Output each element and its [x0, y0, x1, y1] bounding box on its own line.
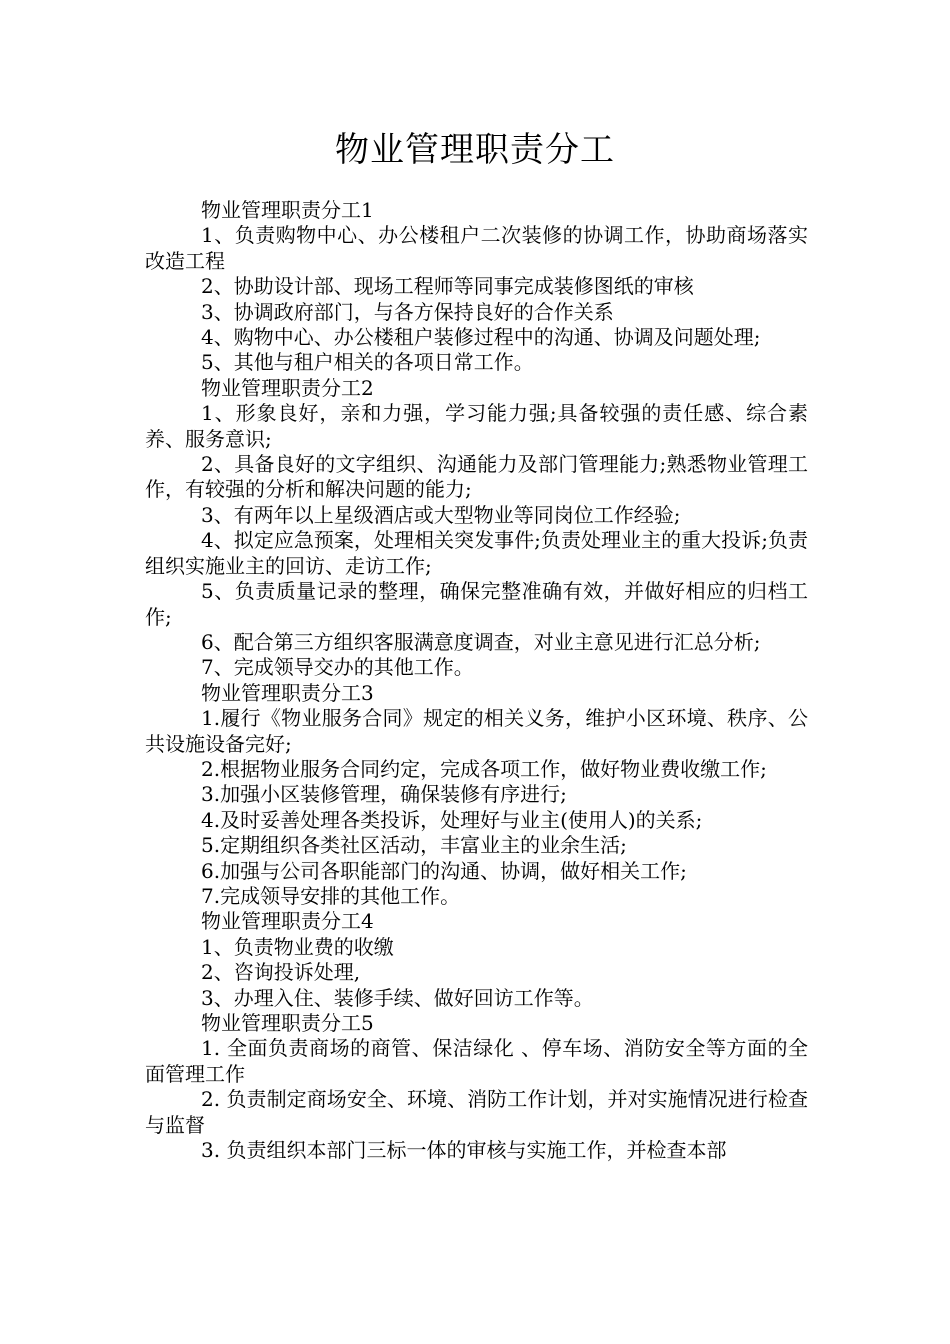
- paragraph: 4、拟定应急预案，处理相关突发事件;负责处理业主的重大投诉;负责组织实施业主的回访、走访工作;: [145, 528, 808, 578]
- paragraph: 3、协调政府部门，与各方保持良好的合作关系: [201, 299, 614, 324]
- paragraph: 7、完成领导交办的其他工作。: [201, 655, 474, 680]
- document-body: [145, 198, 808, 1163]
- paragraph: 2、协助设计部、现场工程师等同事完成装修图纸的审核: [201, 274, 694, 299]
- paragraph: 1. 全面负责商场的商管、保洁绿化 、停车场、消防安全等方面的全面管理工作: [145, 1036, 808, 1086]
- paragraph: 5、其他与租户相关的各项日常工作。: [201, 350, 534, 375]
- paragraph: 5.定期组织各类社区活动，丰富业主的业余生活;: [201, 833, 627, 858]
- paragraph: 4.及时妥善处理各类投诉，处理好与业主(使用人)的关系;: [201, 807, 703, 832]
- paragraph: 6、配合第三方组织客服满意度调查，对业主意见进行汇总分析;: [201, 629, 761, 654]
- paragraph: 4、购物中心、办公楼租户装修过程中的沟通、协调及问题处理;: [201, 325, 761, 350]
- paragraph: 3. 负责组织本部门三标一体的审核与实施工作，并检查本部: [201, 1138, 727, 1163]
- section-heading: 物业管理职责分工5: [201, 1011, 374, 1035]
- paragraph: 2、具备良好的文字组织、沟通能力及部门管理能力;熟悉物业管理工作，有较强的分析和解决问题的能力;: [145, 452, 808, 502]
- paragraph: 3、办理入住、装修手续、做好回访工作等。: [201, 985, 594, 1010]
- paragraph: 6.加强与公司各职能部门的沟通、协调，做好相关工作;: [201, 858, 687, 883]
- paragraph: 5、负责质量记录的整理，确保完整准确有效，并做好相应的归档工作;: [145, 579, 808, 629]
- section-heading: 物业管理职责分工1: [201, 198, 374, 222]
- paragraph: 2.根据物业服务合同约定，完成各项工作，做好物业费收缴工作;: [201, 756, 767, 781]
- paragraph: 1、负责购物中心、办公楼租户二次装修的协调工作，协助商场落实改造工程: [145, 223, 808, 273]
- paragraph: 7.完成领导安排的其他工作。: [201, 883, 461, 908]
- paragraph: 1.履行《物业服务合同》规定的相关义务，维护小区环境、秩序、公共设施设备完好;: [145, 706, 808, 756]
- paragraph: 1、负责物业费的收缴: [201, 934, 394, 959]
- section-heading: 物业管理职责分工4: [201, 909, 374, 934]
- paragraph: 1、形象良好，亲和力强，学习能力强;具备较强的责任感、综合素养、服务意识;: [145, 401, 808, 451]
- paragraph: 2、咨询投诉处理,: [201, 960, 361, 985]
- paragraph: 2. 负责制定商场安全、环境、消防工作计划，并对实施情况进行检查与监督: [145, 1087, 808, 1137]
- section-heading: 物业管理职责分工3: [201, 680, 374, 705]
- paragraph: 3.加强小区装修管理，确保装修有序进行;: [201, 782, 567, 807]
- document-title: 物业管理职责分工: [335, 130, 615, 170]
- section-heading: 物业管理职责分工2: [201, 375, 374, 400]
- paragraph: 3、有两年以上星级酒店或大型物业等同岗位工作经验;: [201, 502, 681, 527]
